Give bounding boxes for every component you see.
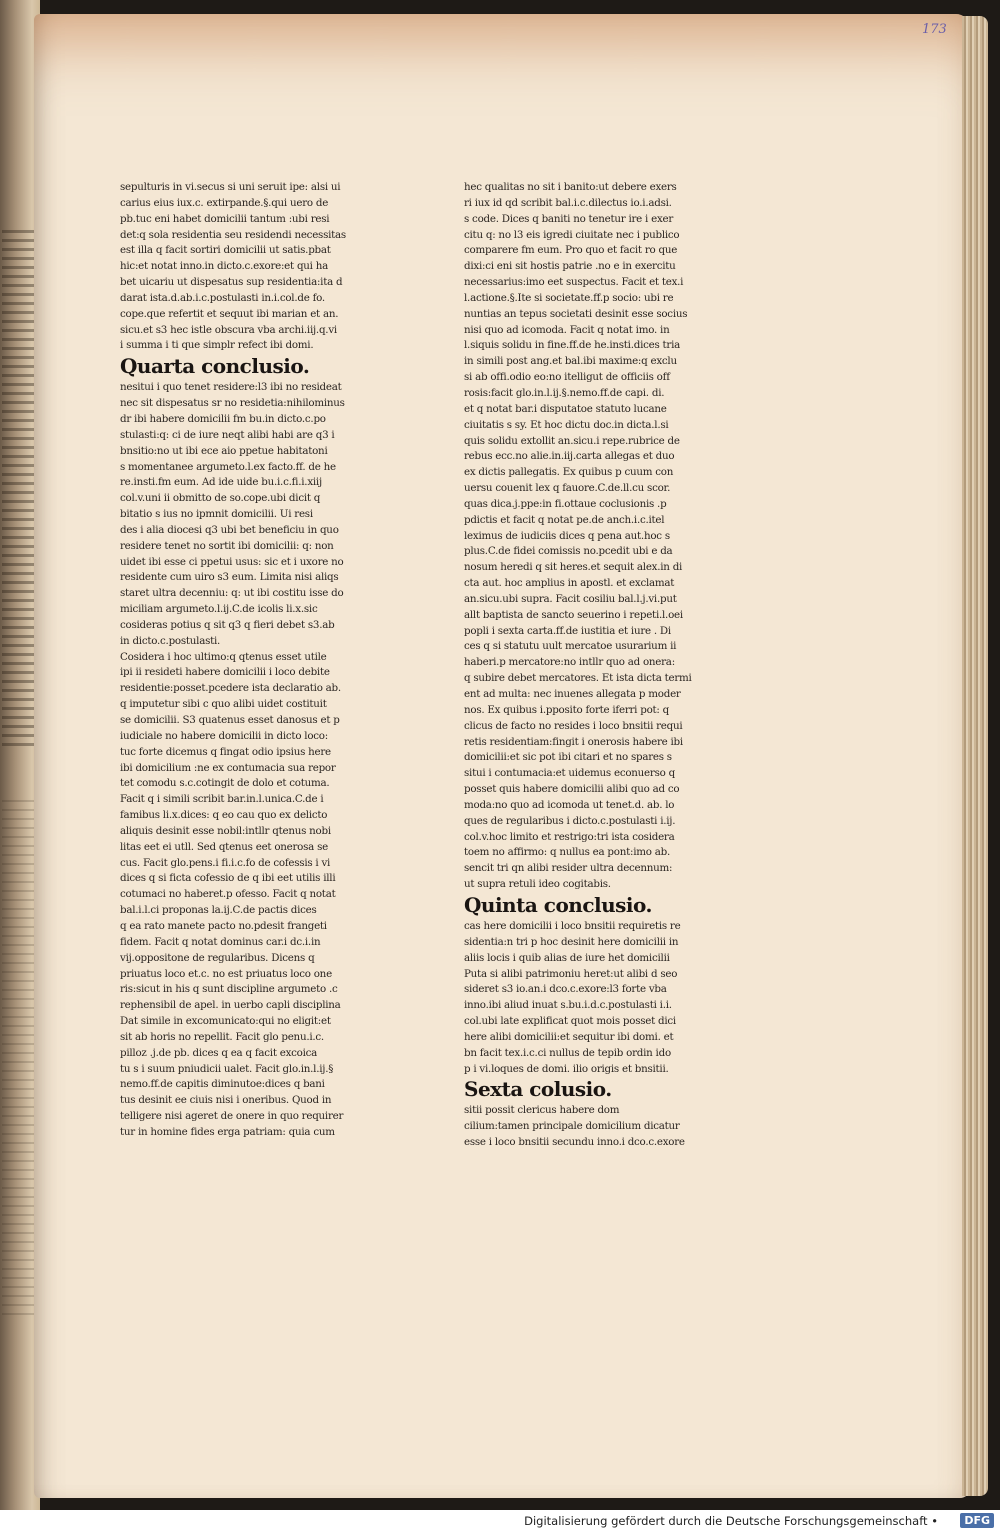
text-line: an.sicu.ubi supra. Facit cosiliu bal.l.j.vi.put xyxy=(464,592,677,605)
text-column-right xyxy=(464,180,719,1151)
text-line: tus desinit ee ciuis nisi i oneribus. Quod in xyxy=(120,1094,332,1107)
text-column-left xyxy=(120,180,375,1141)
text-line: q subire debet mercatores. Et ista dicta termi xyxy=(464,672,692,685)
text-line: pb.tuc eni habet domicilii tantum :ubi resi xyxy=(120,212,330,225)
text-line: bnsitio:no ut ibi ece aio ppetue habitatoni xyxy=(120,444,328,457)
text-line: sencit tri qn alibi resider ultra decennum: xyxy=(464,862,673,875)
text-line: quas dica.j.ppe:in fi.ottaue coclusionis .p xyxy=(464,497,667,510)
text-line: sicu.et s3 hec istle obscura vba archi.iij.q.vi xyxy=(120,323,337,336)
text-line: moda:no quo ad icomoda ut tenet.d. ab. lo xyxy=(464,798,675,811)
text-line: nemo.ff.de capitis diminutoe:dices q bani xyxy=(120,1078,325,1091)
text-line: sidentia:n tri p hoc desinit here domicilii in xyxy=(464,935,679,948)
text-line: l.siquis solidu in fine.ff.de he.insti.dices tria xyxy=(464,339,681,352)
text-line: clicus de facto no resides i loco bnsitii requi xyxy=(464,719,683,732)
text-line: tu s i suum pniudicii ualet. Facit glo.in.l.ij.§ xyxy=(120,1062,334,1075)
text-line: tuc forte dicemus q fingat odio ipsius here xyxy=(120,745,331,758)
text-line: ques de regularibus i dicto.c.postulasti i.ij. xyxy=(464,814,676,827)
text-line: bet uicariu ut dispesatus sup residentia:ita d xyxy=(120,276,343,289)
text-line: nec sit dispesatus sr no residetia:nihilominus xyxy=(120,397,345,410)
text-line: in dicto.c.postulasti. xyxy=(120,634,221,647)
text-line: comparere fm eum. Pro quo et facit ro que xyxy=(464,244,678,257)
text-line: necessarius:imo eet suspectus. Facit et tex.i xyxy=(464,276,684,289)
text-line: cope.que refertit et sequut ibi marian et an. xyxy=(120,307,339,320)
text-line: bal.i.l.ci proponas la.ij.C.de pactis dices xyxy=(120,904,317,917)
text-line: Cosidera i hoc ultimo:q qtenus esset utile xyxy=(120,650,327,663)
text-line: ipi ii resideti habere domicilii i loco debite xyxy=(120,666,330,679)
text-line: hec qualitas no sit i banito:ut debere exers xyxy=(464,181,677,193)
text-line: plus.C.de fidei comissis no.pcedit ubi e da xyxy=(464,545,673,558)
text-line: Puta si alibi patrimoniu heret:ut alibi d seo xyxy=(464,967,678,980)
text-line: dr ibi habere domicilii fm bu.in dicto.c.po xyxy=(120,412,326,425)
text-line: bn facit tex.i.c.ci nullus de tepib ordin ido xyxy=(464,1046,671,1059)
text-line: col.v.uni ii obmitto de so.cope.ubi dicit q xyxy=(120,492,321,505)
text-line: cotumaci no haberet.p ofesso. Facit q notat xyxy=(120,888,336,901)
dfg-logo: DFG xyxy=(960,1513,994,1528)
left-page-text-fragment-lower xyxy=(2,800,36,1320)
text-line: des i alia diocesi q3 ubi bet beneficiu in quo xyxy=(120,523,339,536)
text-line: priuatus loco et.c. no est priuatus loco one xyxy=(120,967,332,980)
text-line: allt baptista de sancto seuerino i repeti.l.oei xyxy=(464,608,683,621)
text-line: sideret s3 io.an.i dco.c.exore:l3 forte vba xyxy=(464,983,667,996)
folio-number: 173 xyxy=(922,22,947,37)
text-line: si ab offi.odio eo:no itelligut de officiis off xyxy=(464,371,670,384)
text-line: in simili post ang.et bal.ibi maxime:q exclu xyxy=(464,355,677,368)
text-line: nos. Ex quibus i.pposito forte iferri pot: q xyxy=(464,703,669,716)
text-line: sitii possit clericus habere dom xyxy=(464,1104,620,1117)
left-page-text-fragment xyxy=(2,230,36,750)
text-line: dices q si ficta cofessio de q ibi eet utilis illi xyxy=(120,872,336,885)
text-line: darat ista.d.ab.i.c.postulasti in.i.col.de fo. xyxy=(120,291,325,304)
text-line: cosideras potius q sit q3 q fieri debet s3.ab xyxy=(120,618,335,631)
text-line: Facit q i simili scribit bar.in.l.unica.C.de i xyxy=(120,793,324,806)
text-line: pilloz .j.de pb. dices q ea q facit excoica xyxy=(120,1046,318,1059)
text-line: ibi domicilium :ne ex contumacia sua repor xyxy=(120,761,336,774)
text-line: col.ubi late explificat quot mois posset dici xyxy=(464,1015,676,1028)
text-line: carius eius iux.c. extirpande.§.qui uero de xyxy=(120,196,329,209)
text-line: rosis:facit glo.in.l.ij.§.nemo.ff.de capi. di. xyxy=(464,386,665,399)
text-line: cas here domicilii i loco bnsitii requiretis re xyxy=(464,919,681,932)
footer-bar xyxy=(0,1510,1000,1534)
section-heading: Sexta colusio. xyxy=(464,1077,612,1102)
text-line: aliis locis i quib alias de iure het domicilii xyxy=(464,951,670,964)
text-line: re.insti.fm eum. Ad ide uide bu.i.c.fi.i.xiij xyxy=(120,476,322,489)
text-line: haberi.p mercatore:no intllr quo ad onera: xyxy=(464,656,675,669)
text-line: iudiciale no habere domicilii in dicto loco: xyxy=(120,729,328,742)
text-line: aliquis desinit esse nobil:intllr qtenus nobi xyxy=(120,824,331,837)
text-line: miciliam argumeto.l.ij.C.de icolis li.x.sic xyxy=(120,603,318,616)
text-line: toem no affirmo: q nullus ea pont:imo ab. xyxy=(464,846,670,859)
text-line: ex dictis pallegatis. Ex quibus p cuum con xyxy=(464,466,674,479)
text-line: det:q sola residentia seu residendi necessitas xyxy=(120,228,346,241)
text-line: i summa i ti que simplr refect ibi domi. xyxy=(120,339,314,352)
text-line: tet comodu s.c.cotingit de dolo et cotuma. xyxy=(120,777,330,790)
text-line: nesitui i quo tenet residere:l3 ibi no resideat xyxy=(120,381,342,394)
text-line: s momentanee argumeto.l.ex facto.ff. de he xyxy=(120,460,336,473)
text-line: residente cum uiro s3 eum. Limita nisi aliqs xyxy=(120,571,339,584)
text-line: l.actione.§.Ite si societate.ff.p socio: ubi re xyxy=(464,291,674,304)
text-line: telligere nisi ageret de onere in quo requirer xyxy=(120,1110,344,1123)
text-line: ces q si statutu uult mercatoe usurarium ii xyxy=(464,640,677,653)
text-line: residentie:posset.pcedere ista declaratio ab. xyxy=(120,682,341,695)
text-line: sit ab horis no repellit. Facit glo penu.i.c. xyxy=(120,1030,324,1043)
text-line: tur in homine fides erga patriam: quia cum xyxy=(120,1125,335,1138)
text-line: q imputetur sibi c quo alibi uidet costituit xyxy=(120,698,327,711)
text-line: uidet ibi esse ci ppetui usus: sic et i uxore no xyxy=(120,555,344,568)
text-line: famibus li.x.dices: q eo cau quo ex delicto xyxy=(120,809,328,822)
text-line: nosum heredi q sit heres.et sequit alex.in di xyxy=(464,561,683,574)
text-line: Dat simile in excomunicato:qui no eligit:et xyxy=(120,1015,331,1028)
text-line: se domicilii. S3 quatenus esset danosus et p xyxy=(120,714,340,726)
text-line: bitatio s ius no ipmnit domicilii. Ui resi xyxy=(120,508,313,521)
text-line: cta aut. hoc amplius in apostl. et exclamat xyxy=(464,577,675,590)
text-line: litas eet ei utll. Sed qtenus eet onerosa se xyxy=(120,840,328,853)
text-line: staret ultra decenniu: q: ut ibi costitu isse do xyxy=(120,587,344,600)
text-line: cus. Facit glo.pens.i fi.i.c.fo de cofessis i vi xyxy=(120,856,331,869)
text-line: vij.oppositone de regularibus. Dicens q xyxy=(120,951,315,964)
text-line: nisi quo ad icomoda. Facit q notat imo. in xyxy=(464,323,670,336)
text-line: nuntias an tepus societati desinit esse socius xyxy=(464,307,688,320)
text-line: col.v.hoc limito et restrigo:tri ista cosidera xyxy=(464,830,675,843)
text-line: ri iux id qd scribit bal.i.c.dilectus io.i.adsi. xyxy=(464,196,672,209)
text-line: esse i loco bnsitii secundu inno.i dco.c.exore xyxy=(464,1136,685,1149)
text-line: inno.ibi aliud inuat s.bu.i.d.c.postulasti i.i. xyxy=(464,999,672,1012)
text-line: rephensibil de apel. in uerbo capli disciplina xyxy=(120,999,341,1012)
text-line: cilium:tamen principale domicilium dicatur xyxy=(464,1120,680,1133)
text-line: ciuitatis s sy. Et hoc dictu doc.in dicta.l.si xyxy=(464,418,669,431)
text-line: p i vi.loques de domi. ilio origis et bnsitii. xyxy=(464,1062,669,1075)
text-line: q ea rato manete pacto no.pdesit frangeti xyxy=(120,919,327,932)
text-line: ent ad multa: nec inuenes allegata p moder xyxy=(464,688,681,700)
text-line: stulasti:q: ci de iure neqt alibi habi are q3 i xyxy=(120,428,335,441)
footer-credit: Digitalisierung gefördert durch die Deutsche Forschungsgemeinschaft • xyxy=(524,1514,938,1528)
text-line: ut supra retuli ideo cogitabis. xyxy=(464,878,611,891)
text-line: quis solidu extollit an.sicu.i repe.rubrice de xyxy=(464,434,680,447)
text-line: situi i contumacia:et uidemus econuerso q xyxy=(464,767,675,780)
text-line: s code. Dices q baniti no tenetur ire i exer xyxy=(464,212,674,225)
text-line: est illa q facit sortiri domicilii ut satis.pbat xyxy=(120,244,331,257)
text-line: here alibi domicilii:et sequitur ibi domi. et xyxy=(464,1030,674,1043)
text-line: citu q: no l3 eis igredi ciuitate nec i publico xyxy=(464,228,680,241)
text-line: rebus ecc.no alie.in.iij.carta allegas et duo xyxy=(464,450,675,463)
text-line: pdictis et facit q notat pe.de anch.i.c.itel xyxy=(464,513,665,526)
text-line: et q notat bar.i disputatoe statuto lucane xyxy=(464,402,667,415)
text-line: dixi:ci eni sit hostis patrie .no e in exercitu xyxy=(464,260,676,273)
text-line: retis residentiam:fingit i onerosis habere ibi xyxy=(464,735,683,748)
section-heading: Quinta conclusio. xyxy=(464,892,652,917)
section-heading: Quarta conclusio. xyxy=(120,354,310,379)
page-edge-stack xyxy=(962,16,988,1496)
text-line: sepulturis in vi.secus si uni seruit ipe: alsi ui xyxy=(120,181,341,193)
text-line: residere tenet no sortit ibi domicilii: q: non xyxy=(120,539,334,552)
text-line: posset quis habere domicilii alibi quo ad co xyxy=(464,783,680,796)
text-line: ris:sicut in his q sunt discipline argumeto .c xyxy=(120,983,338,996)
text-line: uersu couenit lex q fauore.C.de.ll.cu scor. xyxy=(464,482,671,495)
text-line: fidem. Facit q notat dominus car.i dc.i.in xyxy=(120,935,321,948)
text-line: domicilii:et sic pot ibi citari et no spares s xyxy=(464,751,672,764)
text-line: leximus de iudiciis dices q pena aut.hoc s xyxy=(464,529,670,542)
text-line: hic:et notat inno.in dicto.c.exore:et qui ha xyxy=(120,260,328,273)
text-line: popli i sexta carta.ff.de iustitia et iure . Di xyxy=(464,624,671,637)
